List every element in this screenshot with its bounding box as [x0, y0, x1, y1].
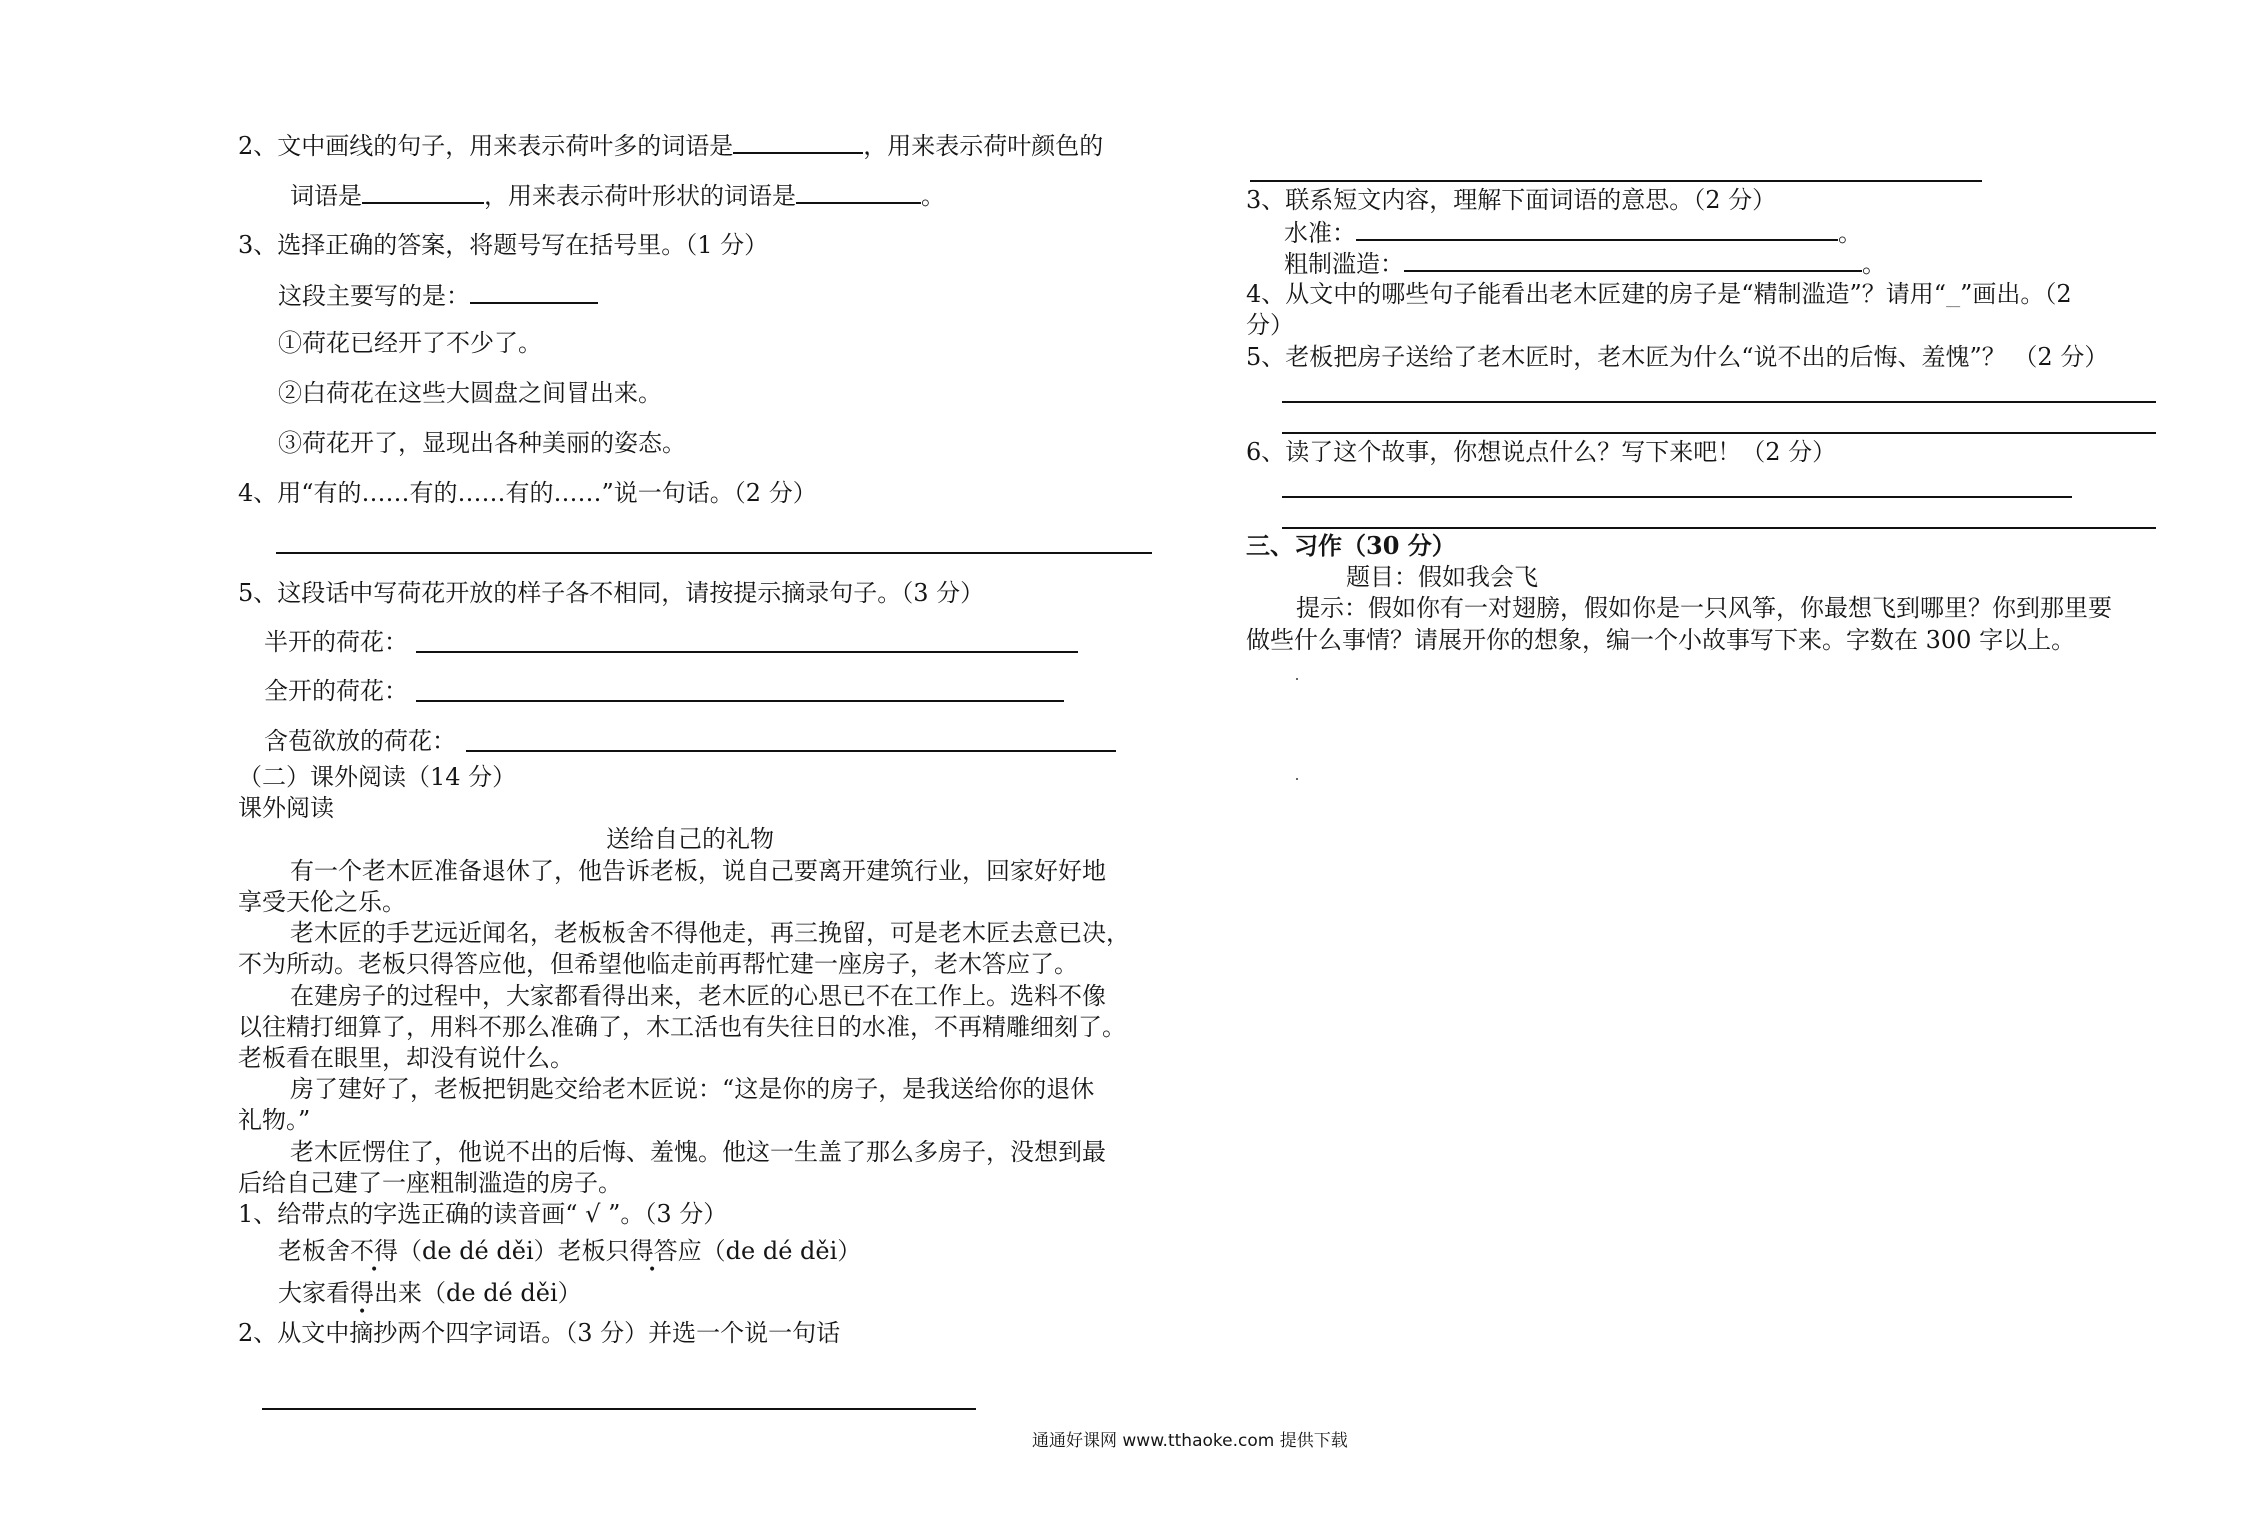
- q5-bud-label: 含苞欲放的荷花：: [264, 727, 456, 755]
- footer-credit: 通通好课网 www.tthaoke.com 提供下载: [1032, 1431, 1348, 1451]
- right-q4-line1: [1246, 279, 2072, 315]
- q2-text-a: 2、文中画线的句子，用来表示荷叶多的词语是: [238, 132, 734, 160]
- term-shuizhun-blank[interactable]: [1356, 217, 1838, 241]
- reading-q2-prompt: 2、从文中摘抄两个四字词语。（3 分）并选一个说一句话: [238, 1319, 841, 1347]
- q2-line2: [290, 180, 945, 211]
- q5-half-open-line[interactable]: [416, 651, 1078, 653]
- term-cuzhi-blank[interactable]: [1404, 248, 1862, 272]
- q4-prompt: 4、用“有的……有的……有的……”说一句话。（2 分）: [238, 479, 817, 507]
- top-right-answer-line[interactable]: [1250, 180, 1982, 182]
- right-q3-prompt: 3、联系短文内容，理解下面词语的意思。（2 分）: [1246, 186, 1777, 214]
- term-cuzhi-label: 粗制滥造：: [1284, 250, 1404, 278]
- essay-topic: 题目：假如我会飞: [1346, 563, 1538, 591]
- scan-speck: [1296, 778, 1298, 780]
- term-cuzhi-end: 。: [1862, 250, 1886, 278]
- section3-heading: 三、习作（30 分）: [1246, 531, 1456, 560]
- story-line: 老板看在眼里，却没有说什么。: [238, 1044, 574, 1072]
- wavy-mark: __: [1946, 292, 1961, 308]
- term-cuzhi: [1284, 248, 1886, 279]
- q3-option-3: ③荷花开了，显现出各种美丽的姿态。: [278, 429, 686, 457]
- q5-prompt: 5、这段话中写荷花开放的样子各不相同，请按提示摘录句子。（3 分）: [238, 579, 985, 607]
- q2-text-d: ，用来表示荷叶形状的词语是: [484, 182, 796, 210]
- story-line: 在建房子的过程中，大家都看得出来，老木匠的心思已不在工作上。选料不像: [290, 982, 1106, 1010]
- story-line: 礼物。”: [238, 1106, 311, 1134]
- right-q6-prompt: 6、读了这个故事，你想说点什么？写下来吧！（2 分）: [1246, 438, 1837, 466]
- q3-prompt: 3、选择正确的答案，将题号写在括号里。（1 分）: [238, 231, 769, 259]
- reading-q1-prompt: 1、给带点的字选正确的读音画“ √ ”。（3 分）: [238, 1200, 728, 1228]
- essay-hint-line1: 提示：假如你有一对翅膀，假如你是一只风筝，你最想飞到哪里？你到那里要: [1296, 594, 2112, 622]
- scan-speck: [1296, 678, 1298, 680]
- q2-blank-shape[interactable]: [796, 180, 921, 204]
- section2-heading: （二）课外阅读（14 分）: [238, 763, 517, 791]
- right-q5-line-1[interactable]: [1282, 401, 2156, 403]
- q5-full-open-line[interactable]: [416, 700, 1064, 702]
- q4-answer-line[interactable]: [276, 552, 1152, 554]
- story-line: 房了建好了，老板把钥匙交给老木匠说：“这是你的房子，是我送给你的退休: [290, 1075, 1095, 1103]
- q2-text-b: ，用来表示荷叶颜色的: [863, 132, 1104, 160]
- right-q4-line2: 分）: [1246, 311, 1294, 339]
- q5-bud-line[interactable]: [466, 750, 1116, 752]
- q2-line1: [238, 130, 1103, 161]
- q5-half-open-label: 半开的荷花：: [264, 628, 408, 656]
- right-q6-line-2[interactable]: [1282, 527, 2156, 529]
- story-line: 有一个老木匠准备退休了，他告诉老板，说自己要离开建筑行业，回家好好地: [290, 857, 1106, 885]
- q2-text-c: 词语是: [290, 182, 362, 210]
- term-shuizhun: [1284, 217, 1862, 248]
- story-line: 老木匠的手艺远近闻名，老板板舍不得他走，再三挽留，可是老木匠去意已决，: [290, 919, 1130, 947]
- story-title: 送给自己的礼物: [606, 825, 774, 853]
- q2-blank-many[interactable]: [733, 130, 863, 154]
- emphasis-dot: •: [370, 1262, 379, 1278]
- q2-blank-color[interactable]: [362, 180, 484, 204]
- essay-hint-line2: 做些什么事情？请展开你的想象，编一个小故事写下来。字数在 300 字以上。: [1246, 626, 2076, 654]
- section2-subheading: 课外阅读: [238, 794, 334, 822]
- right-q5-line-2[interactable]: [1282, 432, 2156, 434]
- story-line: 以往精打细算了，用料不那么准确了，木工活也有失往日的水准，不再精雕细刻了。: [238, 1013, 1126, 1041]
- right-q5-prompt: 5、老板把房子送给了老木匠时，老木匠为什么“说不出的后悔、羞愧”？ （2 分）: [1246, 343, 2109, 371]
- story-line: 老木匠愣住了，他说不出的后悔、羞愧。他这一生盖了那么多房子，没想到最: [290, 1138, 1106, 1166]
- reading-q1-line1: 老板舍不得（de dé děi）老板只得答应（de dé děi）: [278, 1237, 862, 1265]
- right-q4-text: 4、从文中的哪些句子能看出老木匠建的房子是“精制滥造”？请用“: [1246, 280, 1947, 308]
- q5-full-open-label: 全开的荷花：: [264, 677, 408, 705]
- q3-option-1: ①荷花已经开了不少了。: [278, 329, 542, 357]
- q3-sub-text: 这段主要写的是：: [278, 282, 470, 310]
- reading-q2-answer-line[interactable]: [262, 1408, 976, 1410]
- story-line: 后给自己建了一座粗制滥造的房子。: [238, 1169, 622, 1197]
- q3-answer-blank[interactable]: [470, 280, 598, 304]
- reading-q1-line2: 大家看得出来（de dé děi）: [278, 1279, 582, 1307]
- q2-text-e: 。: [921, 182, 945, 210]
- term-shuizhun-end: 。: [1838, 219, 1862, 247]
- emphasis-dot: •: [648, 1262, 657, 1278]
- story-line: 享受天伦之乐。: [238, 888, 406, 916]
- story-line: 不为所动。老板只得答应他，但希望他临走前再帮忙建一座房子，老木答应了。: [238, 950, 1078, 978]
- right-q4-text-end: ”画出。（2: [1960, 280, 2072, 308]
- emphasis-dot: •: [358, 1304, 367, 1320]
- term-shuizhun-label: 水准：: [1284, 219, 1356, 247]
- right-q6-line-1[interactable]: [1282, 496, 2072, 498]
- q3-sub: [278, 280, 598, 311]
- q3-option-2: ②白荷花在这些大圆盘之间冒出来。: [278, 379, 662, 407]
